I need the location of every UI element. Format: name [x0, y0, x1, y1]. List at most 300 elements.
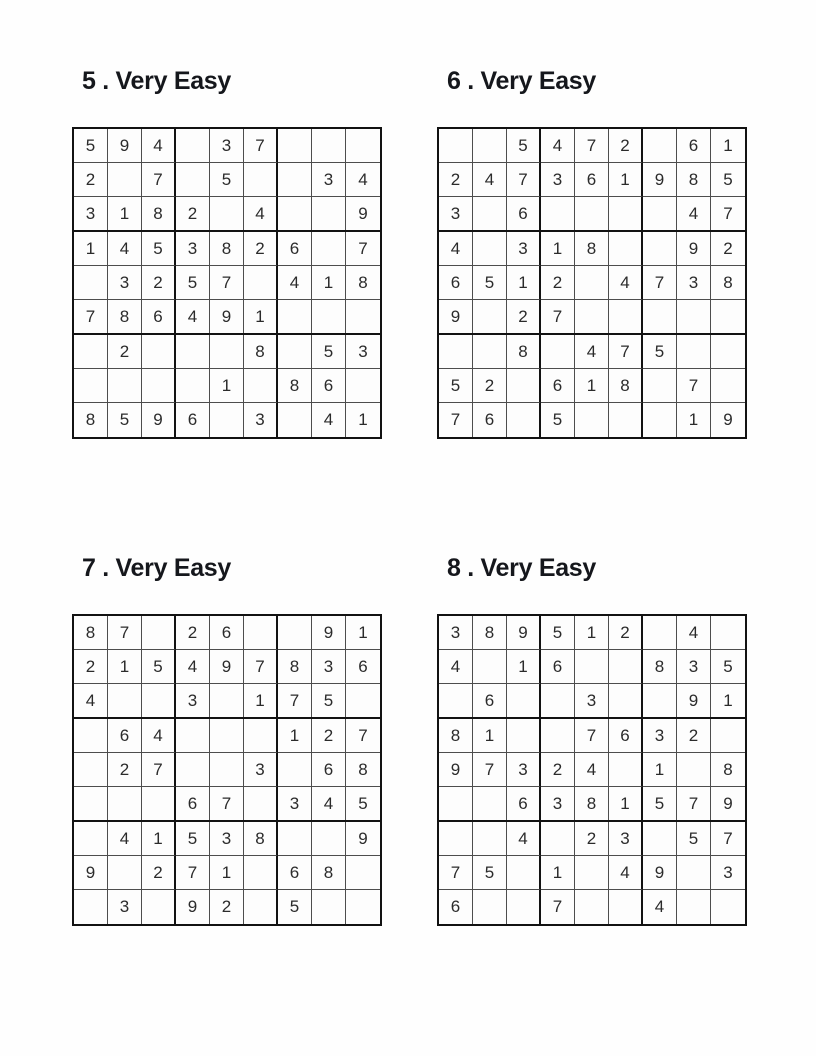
- sudoku-cell-given: 6: [609, 719, 643, 753]
- sudoku-cell-empty: [609, 650, 643, 684]
- sudoku-cell-given: 4: [176, 300, 210, 333]
- sudoku-cell-empty: [507, 890, 541, 924]
- sudoku-cell-given: 7: [711, 822, 745, 856]
- sudoku-cell-given: 3: [74, 197, 108, 230]
- sudoku-cell-given: 8: [74, 403, 108, 437]
- sudoku-cell-given: 3: [439, 616, 473, 650]
- sudoku-cell-given: 6: [176, 787, 210, 820]
- sudoku-cell-given: 6: [473, 403, 507, 437]
- sudoku-cell-empty: [609, 197, 643, 230]
- sudoku-cell-given: 3: [346, 335, 380, 369]
- sudoku-cell-empty: [210, 403, 244, 437]
- sudoku-row: [439, 890, 745, 924]
- sudoku-cell-given: 9: [677, 232, 711, 266]
- sudoku-row: [439, 266, 745, 300]
- sudoku-cell-given: 4: [507, 822, 541, 856]
- sudoku-cell-empty: [210, 719, 244, 753]
- sudoku-cell-given: 7: [439, 403, 473, 437]
- sudoku-cell-empty: [312, 822, 346, 856]
- sudoku-cell-empty: [278, 163, 312, 197]
- sudoku-cell-given: 7: [142, 163, 176, 197]
- sudoku-cell-given: 1: [609, 163, 643, 197]
- sudoku-row: [74, 616, 380, 650]
- sudoku-cell-given: 1: [677, 403, 711, 437]
- sudoku-cell-given: 6: [541, 369, 575, 403]
- sudoku-grid: [72, 127, 382, 439]
- sudoku-cell-given: 2: [108, 335, 142, 369]
- sudoku-row: [439, 753, 745, 787]
- sudoku-cell-given: 8: [346, 266, 380, 300]
- sudoku-cell-given: 5: [677, 822, 711, 856]
- sudoku-cell-given: 1: [244, 684, 278, 717]
- sudoku-cell-given: 8: [643, 650, 677, 684]
- sudoku-cell-empty: [142, 616, 176, 650]
- sudoku-cell-empty: [473, 335, 507, 369]
- sudoku-row: [74, 890, 380, 924]
- sudoku-cell-empty: [74, 890, 108, 924]
- sudoku-cell-empty: [244, 163, 278, 197]
- sudoku-row: [74, 163, 380, 197]
- sudoku-cell-empty: [244, 890, 278, 924]
- sudoku-cell-empty: [278, 753, 312, 787]
- sudoku-cell-given: 8: [244, 822, 278, 856]
- sudoku-cell-given: 3: [176, 684, 210, 717]
- sudoku-cell-given: 8: [473, 616, 507, 650]
- sudoku-cell-empty: [507, 719, 541, 753]
- sudoku-cell-given: 3: [210, 129, 244, 163]
- sudoku-cell-empty: [507, 856, 541, 890]
- sudoku-cell-empty: [176, 719, 210, 753]
- sudoku-cell-given: 9: [210, 300, 244, 333]
- sudoku-cell-empty: [312, 890, 346, 924]
- sudoku-cell-empty: [473, 890, 507, 924]
- sudoku-row: [74, 300, 380, 335]
- sudoku-cell-given: 8: [278, 650, 312, 684]
- sudoku-cell-given: 8: [439, 719, 473, 753]
- sudoku-cell-given: 3: [244, 753, 278, 787]
- sudoku-cell-given: 6: [439, 890, 473, 924]
- sudoku-cell-given: 5: [142, 650, 176, 684]
- sudoku-cell-given: 2: [244, 232, 278, 266]
- sudoku-cell-given: 3: [541, 163, 575, 197]
- sudoku-cell-empty: [278, 129, 312, 163]
- sudoku-cell-given: 8: [244, 335, 278, 369]
- sudoku-cell-given: 9: [723, 410, 733, 429]
- sudoku-cell-given: 7: [473, 753, 507, 787]
- sudoku-cell-empty: [677, 856, 711, 890]
- sudoku-cell-given: 2: [609, 129, 643, 163]
- sudoku-row: [74, 650, 380, 684]
- sudoku-cell-given: 7: [74, 300, 108, 333]
- sudoku-cell-given: 1: [473, 719, 507, 753]
- sudoku-cell-given: 7: [439, 856, 473, 890]
- sudoku-cell-given: 2: [312, 719, 346, 753]
- puzzle-title: 7 . Very Easy: [82, 554, 232, 582]
- sudoku-cell-empty: [278, 197, 312, 230]
- sudoku-cell-empty: [643, 822, 677, 856]
- sudoku-cell-empty: [643, 197, 677, 230]
- sudoku-cell-given: 1: [609, 787, 643, 820]
- puzzle-8: [437, 551, 747, 926]
- sudoku-cell-given: 9: [677, 684, 711, 717]
- sudoku-cell-empty: [677, 890, 711, 924]
- sudoku-cell-given: 1: [507, 650, 541, 684]
- sudoku-cell-given: 6: [473, 684, 507, 717]
- puzzle-title: 5 . Very Easy: [82, 67, 232, 95]
- sudoku-cell-empty: [210, 197, 244, 230]
- sudoku-cell-given: 1: [541, 232, 575, 266]
- sudoku-cell-given: 9: [358, 203, 368, 223]
- sudoku-cell-given: 8: [142, 197, 176, 230]
- sudoku-cell-given: 9: [439, 753, 473, 787]
- sudoku-row: [439, 856, 745, 890]
- sudoku-cell-given: 7: [346, 232, 380, 266]
- sudoku-cell-given: 7: [210, 787, 244, 820]
- sudoku-cell-empty: [210, 335, 244, 369]
- sudoku-cell-given: 7: [677, 369, 711, 403]
- sudoku-cell-given: 6: [176, 403, 210, 437]
- sudoku-cell-empty: [643, 232, 677, 266]
- sudoku-cell-empty: [74, 719, 108, 753]
- sudoku-cell-given: 9: [507, 616, 541, 650]
- sudoku-cell-empty: [244, 266, 278, 300]
- sudoku-cell-given: 5: [643, 787, 677, 820]
- sudoku-cell-given: 7: [142, 753, 176, 787]
- sudoku-cell-empty: [244, 856, 278, 890]
- sudoku-cell-given: 2: [439, 163, 473, 197]
- sudoku-cell-empty: [74, 787, 108, 820]
- sudoku-cell-given: 4: [643, 890, 677, 924]
- sudoku-cell-empty: [210, 753, 244, 787]
- sudoku-cell-given: 4: [541, 129, 575, 163]
- sudoku-cell-empty: [278, 616, 312, 650]
- sudoku-cell-given: 6: [575, 163, 609, 197]
- sudoku-cell-given: 2: [541, 266, 575, 300]
- sudoku-row: [439, 335, 745, 369]
- puzzle-title: 8 . Very Easy: [447, 554, 597, 582]
- sudoku-cell-given: 8: [346, 753, 380, 787]
- sudoku-cell-empty: [439, 335, 473, 369]
- sudoku-cell-given: 6: [507, 787, 541, 820]
- sudoku-cell-empty: [677, 753, 711, 787]
- sudoku-cell-given: 4: [439, 232, 473, 266]
- sudoku-cell-given: 4: [142, 129, 176, 163]
- sudoku-cell-given: 4: [609, 856, 643, 890]
- sudoku-row: [439, 403, 745, 437]
- sudoku-cell-given: 9: [142, 403, 176, 437]
- sudoku-cell-empty: [439, 822, 473, 856]
- sudoku-cell-given: 1: [643, 753, 677, 787]
- sudoku-cell-empty: [176, 335, 210, 369]
- sudoku-cell-given: 4: [176, 650, 210, 684]
- sudoku-cell-given: 7: [677, 787, 711, 820]
- sudoku-cell-given: 5: [74, 129, 108, 163]
- sudoku-cell-given: 5: [507, 129, 541, 163]
- sudoku-cell-empty: [278, 403, 312, 437]
- sudoku-cell-given: 3: [244, 403, 278, 437]
- sudoku-cell-empty: [609, 684, 643, 717]
- sudoku-cell-given: 8: [74, 616, 108, 650]
- sudoku-cell-empty: [473, 129, 507, 163]
- sudoku-cell-empty: [609, 753, 643, 787]
- sudoku-cell-given: 6: [677, 129, 711, 163]
- sudoku-cell-empty: [541, 335, 575, 369]
- sudoku-cell-given: 8: [278, 369, 312, 403]
- sudoku-row: [74, 335, 380, 369]
- sudoku-row: [74, 232, 380, 266]
- sudoku-cell-empty: [142, 684, 176, 717]
- sudoku-cell-given: 7: [609, 335, 643, 369]
- sudoku-cell-given: 1: [108, 197, 142, 230]
- sudoku-row: [74, 787, 380, 822]
- sudoku-cell-given: 5: [473, 856, 507, 890]
- sudoku-row: [439, 232, 745, 266]
- sudoku-cell-given: 3: [507, 753, 541, 787]
- sudoku-cell-empty: [541, 197, 575, 230]
- sudoku-cell-empty: [74, 753, 108, 787]
- sudoku-cell-given: 5: [312, 335, 346, 369]
- sudoku-cell-given: 9: [439, 300, 473, 333]
- sudoku-cell-given: 4: [575, 335, 609, 369]
- sudoku-cell-given: 5: [176, 822, 210, 856]
- sudoku-cell-given: 1: [507, 266, 541, 300]
- sudoku-cell-empty: [278, 335, 312, 369]
- sudoku-cell-given: 8: [507, 335, 541, 369]
- sudoku-cell-given: 1: [723, 690, 733, 710]
- sudoku-cell-empty: [609, 300, 643, 333]
- sudoku-cell-given: 1: [278, 719, 312, 753]
- sudoku-cell-empty: [711, 616, 745, 650]
- sudoku-cell-given: 8: [312, 856, 346, 890]
- sudoku-row: [74, 753, 380, 787]
- sudoku-row: [74, 856, 380, 890]
- sudoku-cell-given: 2: [473, 369, 507, 403]
- sudoku-cell-given: 4: [346, 163, 380, 197]
- sudoku-cell-empty: [609, 890, 643, 924]
- sudoku-cell-empty: [312, 232, 346, 266]
- sudoku-cell-empty: [108, 856, 142, 890]
- sudoku-cell-empty: [439, 129, 473, 163]
- sudoku-cell-empty: [575, 403, 609, 437]
- sudoku-cell-empty: [507, 684, 541, 717]
- sudoku-cell-empty: [74, 335, 108, 369]
- sudoku-cell-given: 3: [643, 719, 677, 753]
- sudoku-cell-empty: [473, 822, 507, 856]
- sudoku-cell-given: 8: [609, 369, 643, 403]
- sudoku-cell-given: 8: [711, 753, 745, 787]
- sudoku-cell-given: 4: [575, 753, 609, 787]
- sudoku-cell-empty: [74, 369, 108, 403]
- sudoku-cell-given: 3: [108, 890, 142, 924]
- sudoku-cell-empty: [74, 266, 108, 300]
- sudoku-cell-given: 1: [358, 410, 368, 429]
- sudoku-row: [439, 650, 745, 684]
- sudoku-cell-given: 7: [278, 684, 312, 717]
- sudoku-cell-given: 9: [346, 822, 380, 856]
- sudoku-cell-given: 2: [108, 753, 142, 787]
- sudoku-cell-given: 5: [210, 163, 244, 197]
- sudoku-cell-given: 4: [312, 403, 346, 437]
- sudoku-grid: [72, 614, 382, 926]
- sudoku-cell-empty: [473, 787, 507, 820]
- sudoku-cell-empty: [473, 300, 507, 333]
- sudoku-cell-empty: [278, 300, 312, 333]
- sudoku-cell-empty: [278, 822, 312, 856]
- sudoku-cell-given: 3: [278, 787, 312, 820]
- sudoku-cell-given: 5: [711, 163, 745, 197]
- sudoku-cell-given: 8: [711, 266, 745, 300]
- sudoku-cell-empty: [575, 266, 609, 300]
- sudoku-cell-given: 3: [541, 787, 575, 820]
- sudoku-cell-empty: [541, 719, 575, 753]
- sudoku-cell-given: 8: [575, 232, 609, 266]
- sudoku-cell-given: 5: [358, 793, 368, 813]
- sudoku-cell-empty: [108, 684, 142, 717]
- sudoku-cell-given: 5: [473, 266, 507, 300]
- sudoku-cell-empty: [346, 856, 380, 890]
- sudoku-cell-given: 7: [643, 266, 677, 300]
- sudoku-cell-given: 6: [312, 369, 346, 403]
- sudoku-cell-given: 3: [312, 650, 346, 684]
- sudoku-row: [439, 163, 745, 197]
- sudoku-cell-empty: [711, 335, 745, 369]
- sudoku-cell-given: 2: [142, 266, 176, 300]
- sudoku-cell-given: 9: [723, 793, 733, 813]
- sudoku-row: [439, 684, 745, 719]
- sudoku-cell-empty: [346, 890, 380, 924]
- sudoku-cell-given: 7: [507, 163, 541, 197]
- sudoku-grid: [437, 614, 747, 926]
- sudoku-cell-given: 9: [74, 856, 108, 890]
- sudoku-cell-given: 4: [108, 822, 142, 856]
- sudoku-row: [74, 719, 380, 753]
- sudoku-cell-given: 2: [507, 300, 541, 333]
- sudoku-cell-given: 5: [643, 335, 677, 369]
- sudoku-cell-given: 2: [711, 232, 745, 266]
- sudoku-cell-empty: [346, 684, 380, 717]
- sudoku-cell-empty: [575, 890, 609, 924]
- sudoku-row: [439, 822, 745, 856]
- sudoku-cell-empty: [473, 197, 507, 230]
- sudoku-cell-given: 5: [541, 403, 575, 437]
- sudoku-cell-given: 7: [176, 856, 210, 890]
- sudoku-cell-empty: [312, 197, 346, 230]
- sudoku-cell-given: 2: [142, 856, 176, 890]
- sudoku-cell-given: 1: [74, 232, 108, 266]
- sudoku-cell-given: 4: [142, 719, 176, 753]
- sudoku-cell-given: 6: [210, 616, 244, 650]
- sudoku-cell-given: 3: [108, 266, 142, 300]
- sudoku-cell-given: 3: [677, 650, 711, 684]
- sudoku-cell-empty: [677, 300, 711, 333]
- sudoku-cell-given: 4: [609, 266, 643, 300]
- sudoku-cell-given: 3: [210, 822, 244, 856]
- sudoku-cell-given: 2: [176, 197, 210, 230]
- sudoku-cell-empty: [541, 684, 575, 717]
- sudoku-row: [74, 369, 380, 403]
- sudoku-cell-empty: [609, 232, 643, 266]
- sudoku-cell-given: 9: [643, 856, 677, 890]
- sudoku-cell-empty: [575, 856, 609, 890]
- sudoku-cell-given: 4: [278, 266, 312, 300]
- sudoku-row: [439, 787, 745, 822]
- sudoku-cell-empty: [711, 719, 745, 753]
- sudoku-cell-given: 1: [210, 369, 244, 403]
- sudoku-cell-empty: [643, 684, 677, 717]
- sudoku-cell-given: 2: [609, 616, 643, 650]
- sudoku-cell-empty: [108, 163, 142, 197]
- sudoku-cell-given: 6: [541, 650, 575, 684]
- sudoku-cell-given: 6: [278, 856, 312, 890]
- sudoku-cell-empty: [575, 300, 609, 333]
- sudoku-cell-empty: [609, 403, 643, 437]
- sudoku-row: [74, 197, 380, 232]
- sudoku-cell-empty: [643, 300, 677, 333]
- sudoku-cell-empty: [473, 650, 507, 684]
- sudoku-row: [74, 266, 380, 300]
- sudoku-cell-empty: [507, 369, 541, 403]
- sudoku-cell-given: 1: [711, 129, 745, 163]
- sudoku-cell-given: 2: [74, 650, 108, 684]
- sudoku-row: [439, 616, 745, 650]
- sudoku-cell-given: 7: [244, 129, 278, 163]
- sudoku-cell-given: 9: [108, 129, 142, 163]
- sudoku-cell-empty: [677, 335, 711, 369]
- sudoku-cell-empty: [507, 403, 541, 437]
- sudoku-cell-given: 5: [142, 232, 176, 266]
- puzzle-title: 6 . Very Easy: [447, 67, 597, 95]
- sudoku-cell-empty: [244, 787, 278, 820]
- sudoku-cell-given: 5: [176, 266, 210, 300]
- sudoku-cell-given: 4: [244, 197, 278, 230]
- sudoku-cell-given: 8: [210, 232, 244, 266]
- sudoku-cell-given: 4: [677, 197, 711, 230]
- sudoku-cell-empty: [439, 787, 473, 820]
- sudoku-cell-given: 7: [541, 300, 575, 333]
- sudoku-cell-given: 5: [541, 616, 575, 650]
- sudoku-cell-empty: [346, 369, 380, 403]
- sudoku-cell-given: 2: [74, 163, 108, 197]
- sudoku-cell-given: 2: [541, 753, 575, 787]
- sudoku-cell-given: 7: [244, 650, 278, 684]
- sudoku-grid: [437, 127, 747, 439]
- puzzle-7: [72, 551, 382, 926]
- sudoku-cell-given: 1: [312, 266, 346, 300]
- sudoku-cell-empty: [74, 822, 108, 856]
- sudoku-cell-given: 5: [108, 403, 142, 437]
- sudoku-cell-given: 8: [108, 300, 142, 333]
- sudoku-cell-given: 3: [711, 856, 745, 890]
- sudoku-cell-empty: [711, 300, 745, 333]
- puzzle-5: [72, 64, 382, 439]
- sudoku-cell-given: 6: [507, 197, 541, 230]
- sudoku-row: [439, 129, 745, 163]
- sudoku-cell-given: 4: [439, 650, 473, 684]
- sudoku-cell-given: 6: [312, 753, 346, 787]
- sudoku-row: [74, 129, 380, 163]
- sudoku-cell-given: 6: [278, 232, 312, 266]
- sudoku-cell-given: 3: [575, 684, 609, 717]
- sudoku-cell-given: 6: [142, 300, 176, 333]
- sudoku-cell-given: 1: [244, 300, 278, 333]
- sudoku-cell-given: 8: [575, 787, 609, 820]
- sudoku-cell-empty: [643, 616, 677, 650]
- sudoku-cell-empty: [142, 369, 176, 403]
- sudoku-cell-given: 6: [346, 650, 380, 684]
- sudoku-cell-given: 4: [473, 163, 507, 197]
- sudoku-row: [74, 403, 380, 437]
- sudoku-cell-empty: [210, 684, 244, 717]
